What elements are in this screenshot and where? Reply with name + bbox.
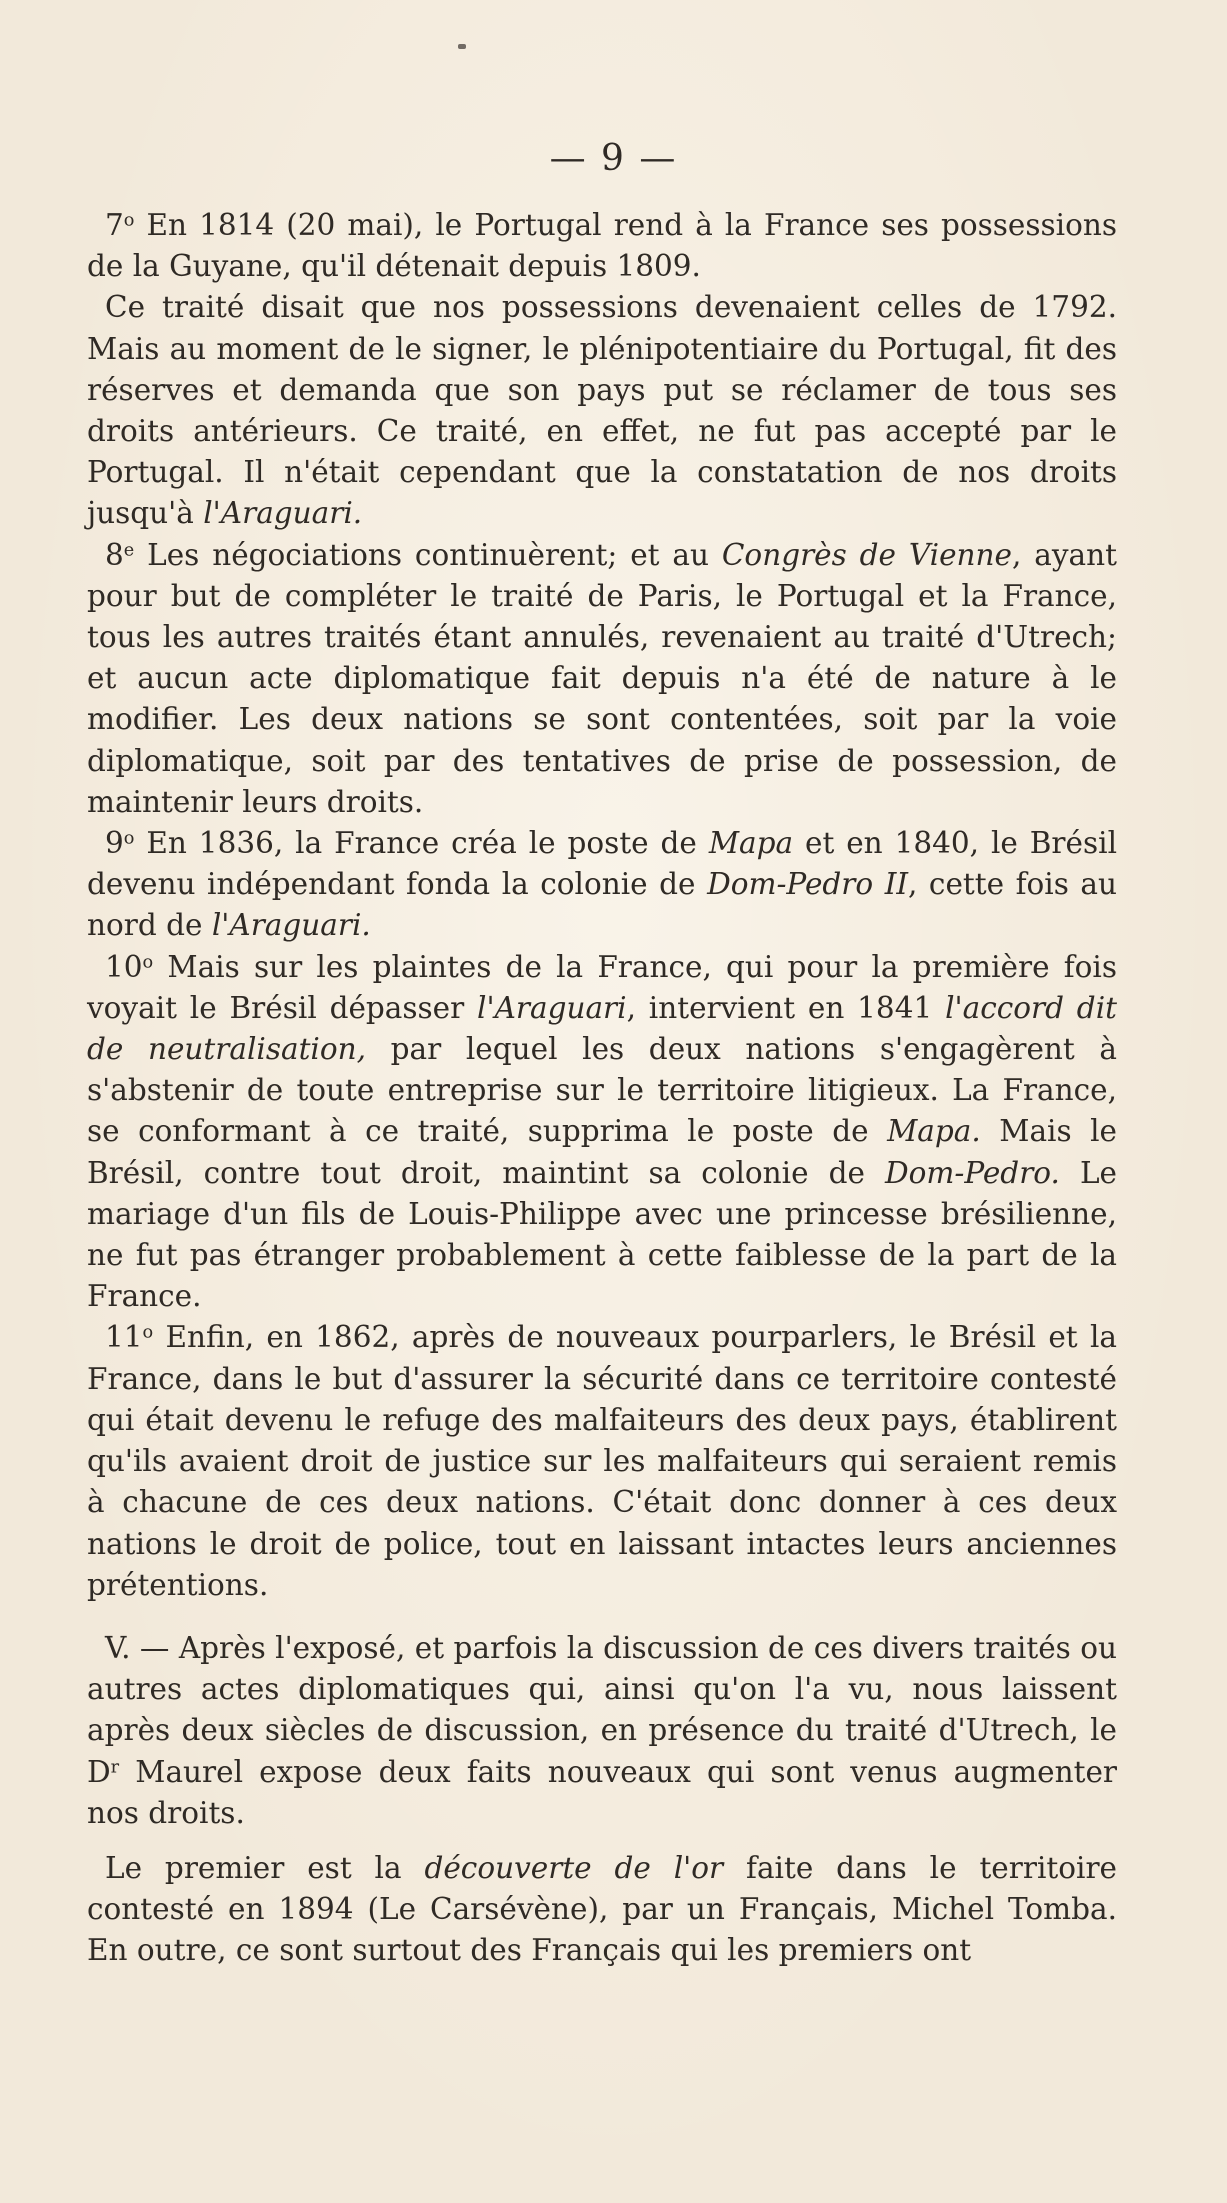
italic-run: Mapa. (887, 1114, 981, 1149)
superscript: o (123, 828, 135, 849)
text-run: 9 (105, 826, 124, 861)
paragraph-8 (87, 535, 1117, 823)
text-run: Enfin, en 1862, après de nouveaux pourparlers, le Brésil et la France, dans le but d'assurer la sécurité dans ce territoire contesté qui était devenu le refuge des malfaiteurs des deux pays, établirent qu'ils avaient droit de justice sur les malfaiteurs qui seraient remis à chacune de ces deux nations. C'était donc donner à ces deux nations le droit de police, tout en laissant intactes leurs anciennes prétentions. (87, 1320, 1117, 1602)
text-run: En 1836, la France créa le poste de (134, 826, 709, 861)
italic-run: l'Araguari (477, 990, 627, 1025)
text-run: Le mariage d'un fils de Louis-Philippe avec une princesse brésilienne, ne fut pas étranger probablement à cette faiblesse de la part de la France. (87, 1155, 1117, 1314)
text-run: Mais le Brésil, contre tout droit, maintint sa colonie de (87, 1114, 1117, 1190)
paragraph-7-continued (87, 287, 1117, 534)
text-run: 10 (105, 949, 143, 984)
paragraph-10 (87, 947, 1117, 1318)
italic-run: l'Araguari. (203, 496, 363, 531)
section-v-paragraph (87, 1628, 1117, 1834)
text-run: et en 1840, le Brésil devenu indépendant fonda la colonie de (87, 826, 1118, 902)
italic-run: Dom-Pedro II (707, 867, 908, 902)
ink-speck (458, 44, 466, 49)
text-run: En 1814 (20 mai), le Portugal rend à la France ses possessions de la Guyane, qu'il détenait depuis 1809. (87, 208, 1117, 284)
paragraph-11 (87, 1317, 1117, 1605)
text-run: V. — Après l'exposé, et parfois la discussion de ces divers traités ou autres actes diplomatiques qui, ainsi qu'on l'a vu, nous laissent après deux siècles de discussion, en présence du traité d'Utrech, le D (87, 1630, 1117, 1789)
italic-run: Dom-Pedro. (884, 1155, 1060, 1190)
italic-run: l'Araguari. (211, 908, 371, 943)
text-run: Les négociations continuèrent; et au (134, 537, 722, 572)
italic-run: l'accord dit de neutralisation, (87, 990, 1117, 1067)
text-run: par lequel les deux nations s'engagèrent à s'abstenir de toute entreprise sur le territoire litigieux. La France, se conformant à ce traité, supprima le poste de (87, 1032, 1117, 1149)
text-run: Mais sur les plaintes de la France, qui pour la première fois voyait le Brésil dépasser (87, 949, 1117, 1025)
text-run: , intervient en 1841 (626, 990, 946, 1025)
text-run: , cette fois au nord de (87, 867, 1117, 943)
text-run: 7 (105, 208, 124, 242)
italic-run: Mapa (708, 826, 794, 861)
text-run: 8 (105, 537, 124, 572)
text-run: Ce traité disait que nos possessions devenaient celles de 1792. Mais au moment de le signer, le plénipotentiaire du Portugal, fit des réserves et demanda que son pays put se réclamer de tous ses droits antérieurs. Ce traité, en effet, ne fut pas accepté par le Portugal. Il n'était cependant que la constatation de nos droits jusqu'à (87, 290, 1117, 531)
text-run: , ayant pour but de compléter le traité de Paris, le Portugal et la France, tous les autres traités étant annulés, revenaient au traité d'Utrech; et aucun acte diplomatique fait depuis n'a été de nature à le modifier. Les deux nations se sont contentées, soit par la voie diplomatique, soit par des tentatives de prise de possession, de maintenir leurs droits. (87, 537, 1117, 819)
text-run: Maurel expose deux faits nouveaux qui sont venus augmenter nos droits. (87, 1754, 1117, 1830)
italic-run: découverte de l'or (424, 1850, 724, 1885)
superscript: e (123, 539, 135, 560)
paragraph-7 (87, 205, 1117, 287)
superscript: r (110, 1756, 120, 1777)
italic-run: Congrès de Vienne (721, 537, 1013, 572)
superscript: o (123, 210, 135, 231)
superscript: o (142, 951, 154, 972)
page-number: — 9 — (549, 138, 678, 179)
text-run: 11 (105, 1320, 143, 1355)
text-run: Le premier est la (105, 1850, 425, 1885)
body-text (87, 205, 1117, 1972)
paragraph-9 (87, 823, 1117, 947)
text-run: faite dans le territoire contesté en 1894 (Le Carsévène), par un Français, Michel Tomba. En outre, ce sont surtout des Français qui les premiers ont (87, 1850, 1118, 1968)
superscript: o (142, 1322, 154, 1343)
paragraph-first-fact (87, 1848, 1117, 1972)
